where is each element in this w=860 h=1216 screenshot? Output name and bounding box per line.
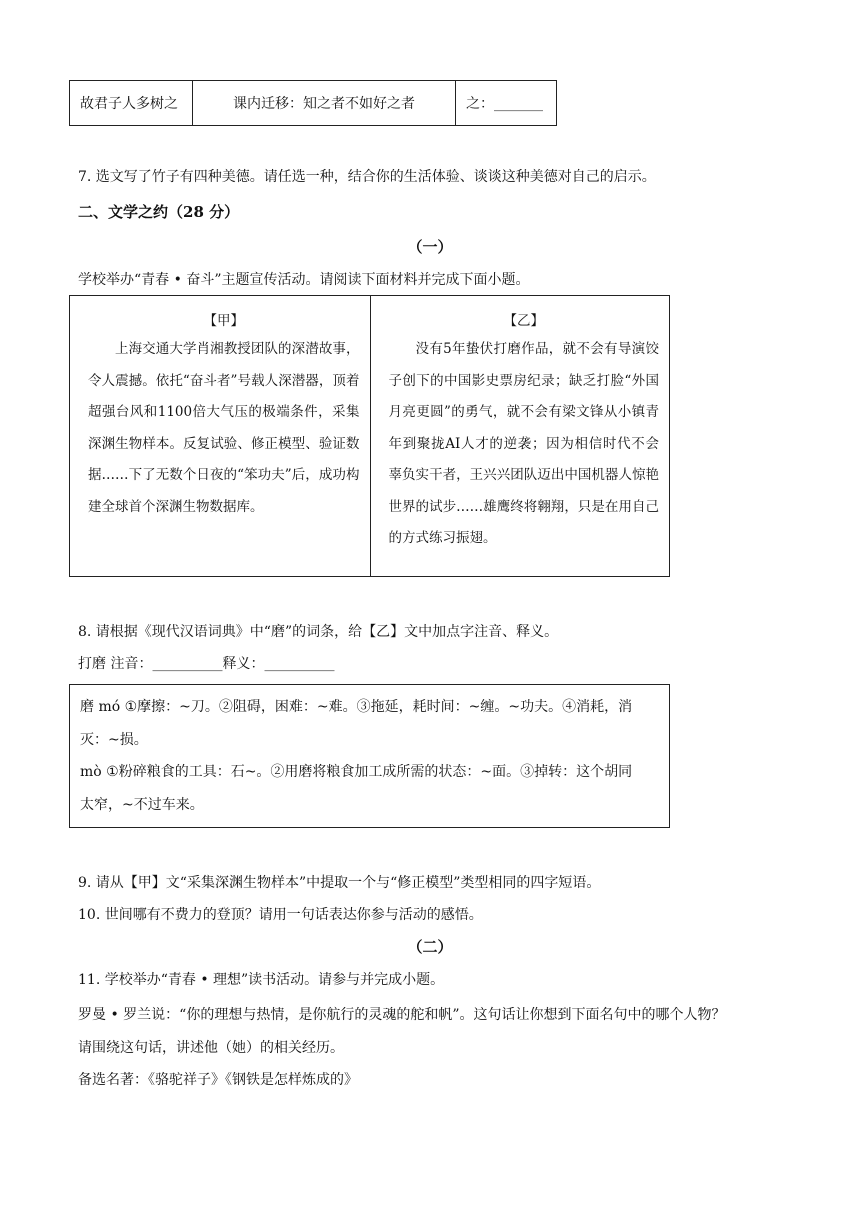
material-jia (70, 296, 370, 576)
material-yi (370, 296, 670, 576)
table-cell-original: 故君子人多树之 (70, 81, 193, 126)
table-cell-blank[interactable]: 之：_______ (456, 81, 557, 126)
part-title-2: （二） (407, 938, 453, 956)
question-8: 8. 请根据《现代汉语词典》中“磨”的词条，给【乙】文中加点字注音、释义。 (78, 624, 559, 640)
dictionary-entry (69, 684, 670, 828)
section-title: 二、文学之约（28 分） (78, 203, 240, 221)
dict-line: 磨 mó ①摩擦：~刀。②阻碍，困难：~难。③拖延，耗时间：~缠。~功夫。④消耗，消 (80, 699, 633, 715)
dict-line: mò ①粉碎粮食的工具：石~。②用磨将粮食加工成所需的状态：~面。③掉转：这个胡同 (80, 764, 633, 780)
question-11: 11. 学校举办“青春 • 理想”读书活动。请参与并完成小题。 (78, 972, 445, 988)
material-jia-text: 上海交通大学肖湘教授团队的深潜故事，令人震撼。依托“奋斗者”号载人深潜器，顶着超强台风和1100倍大气压的极端条件，采集深渊生物样本。反复试验、修正模型、验证数据……下了无数个日夜的“笨功夫”后，成功构建全球首个深渊生物数据库。 (88, 341, 360, 515)
dict-line: 灭：~损。 (80, 731, 148, 748)
question-8-blanks[interactable]: 打磨 注音：__________释义：__________ (78, 656, 335, 672)
material-jia-title: 【甲】 (203, 313, 244, 329)
answer-table (69, 80, 557, 126)
dict-line: 太窄，~不过车来。 (80, 796, 204, 813)
table-cell-transfer: 课内迁移：知之者不如好之者 (193, 81, 456, 126)
material-yi-title: 【乙】 (503, 313, 544, 329)
question-7: 7. 选文写了竹子有四种美德。请任选一种，结合你的生活体验、谈谈这种美德对自己的启示。 (78, 169, 656, 185)
intro-1: 学校举办“青春 • 奋斗”主题宣传活动。请阅读下面材料并完成下面小题。 (78, 272, 530, 288)
table-row (70, 81, 557, 126)
question-10: 10. 世间哪有不费力的登顶？请用一句话表达你参与活动的感悟。 (78, 907, 483, 923)
question-11-text-2: 请围绕这句话，讲述他（她）的相关经历。 (78, 1040, 344, 1056)
material-box (69, 295, 670, 577)
part-title-1: （一） (407, 238, 453, 256)
question-9: 9. 请从【甲】文“采集深渊生物样本”中提取一个与“修正模型”类型相同的四字短语。 (78, 875, 601, 891)
material-yi-text: 没有5年蛰伏打磨作品，就不会有导演饺子创下的中国影史票房纪录；缺乏打脸“外国月亮更圆”的勇气，就不会有梁文锋从小镇青年到聚拢AI人才的逆袭；因为相信时代不会辜负实干者，王兴兴团队迈出中国机器人惊艳世界的试步……雄鹰终将翱翔，只是在用自己的方式练习振翅。 (388, 341, 659, 546)
question-11-books: 备选名著：《骆驼祥子》《钢铁是怎样炼成的》 (78, 1072, 358, 1088)
question-11-text-1: 罗曼 • 罗兰说：“你的理想与热情，是你航行的灵魂的舵和帆”。这句话让你想到下面名句中的哪个人物？ (78, 1007, 726, 1023)
